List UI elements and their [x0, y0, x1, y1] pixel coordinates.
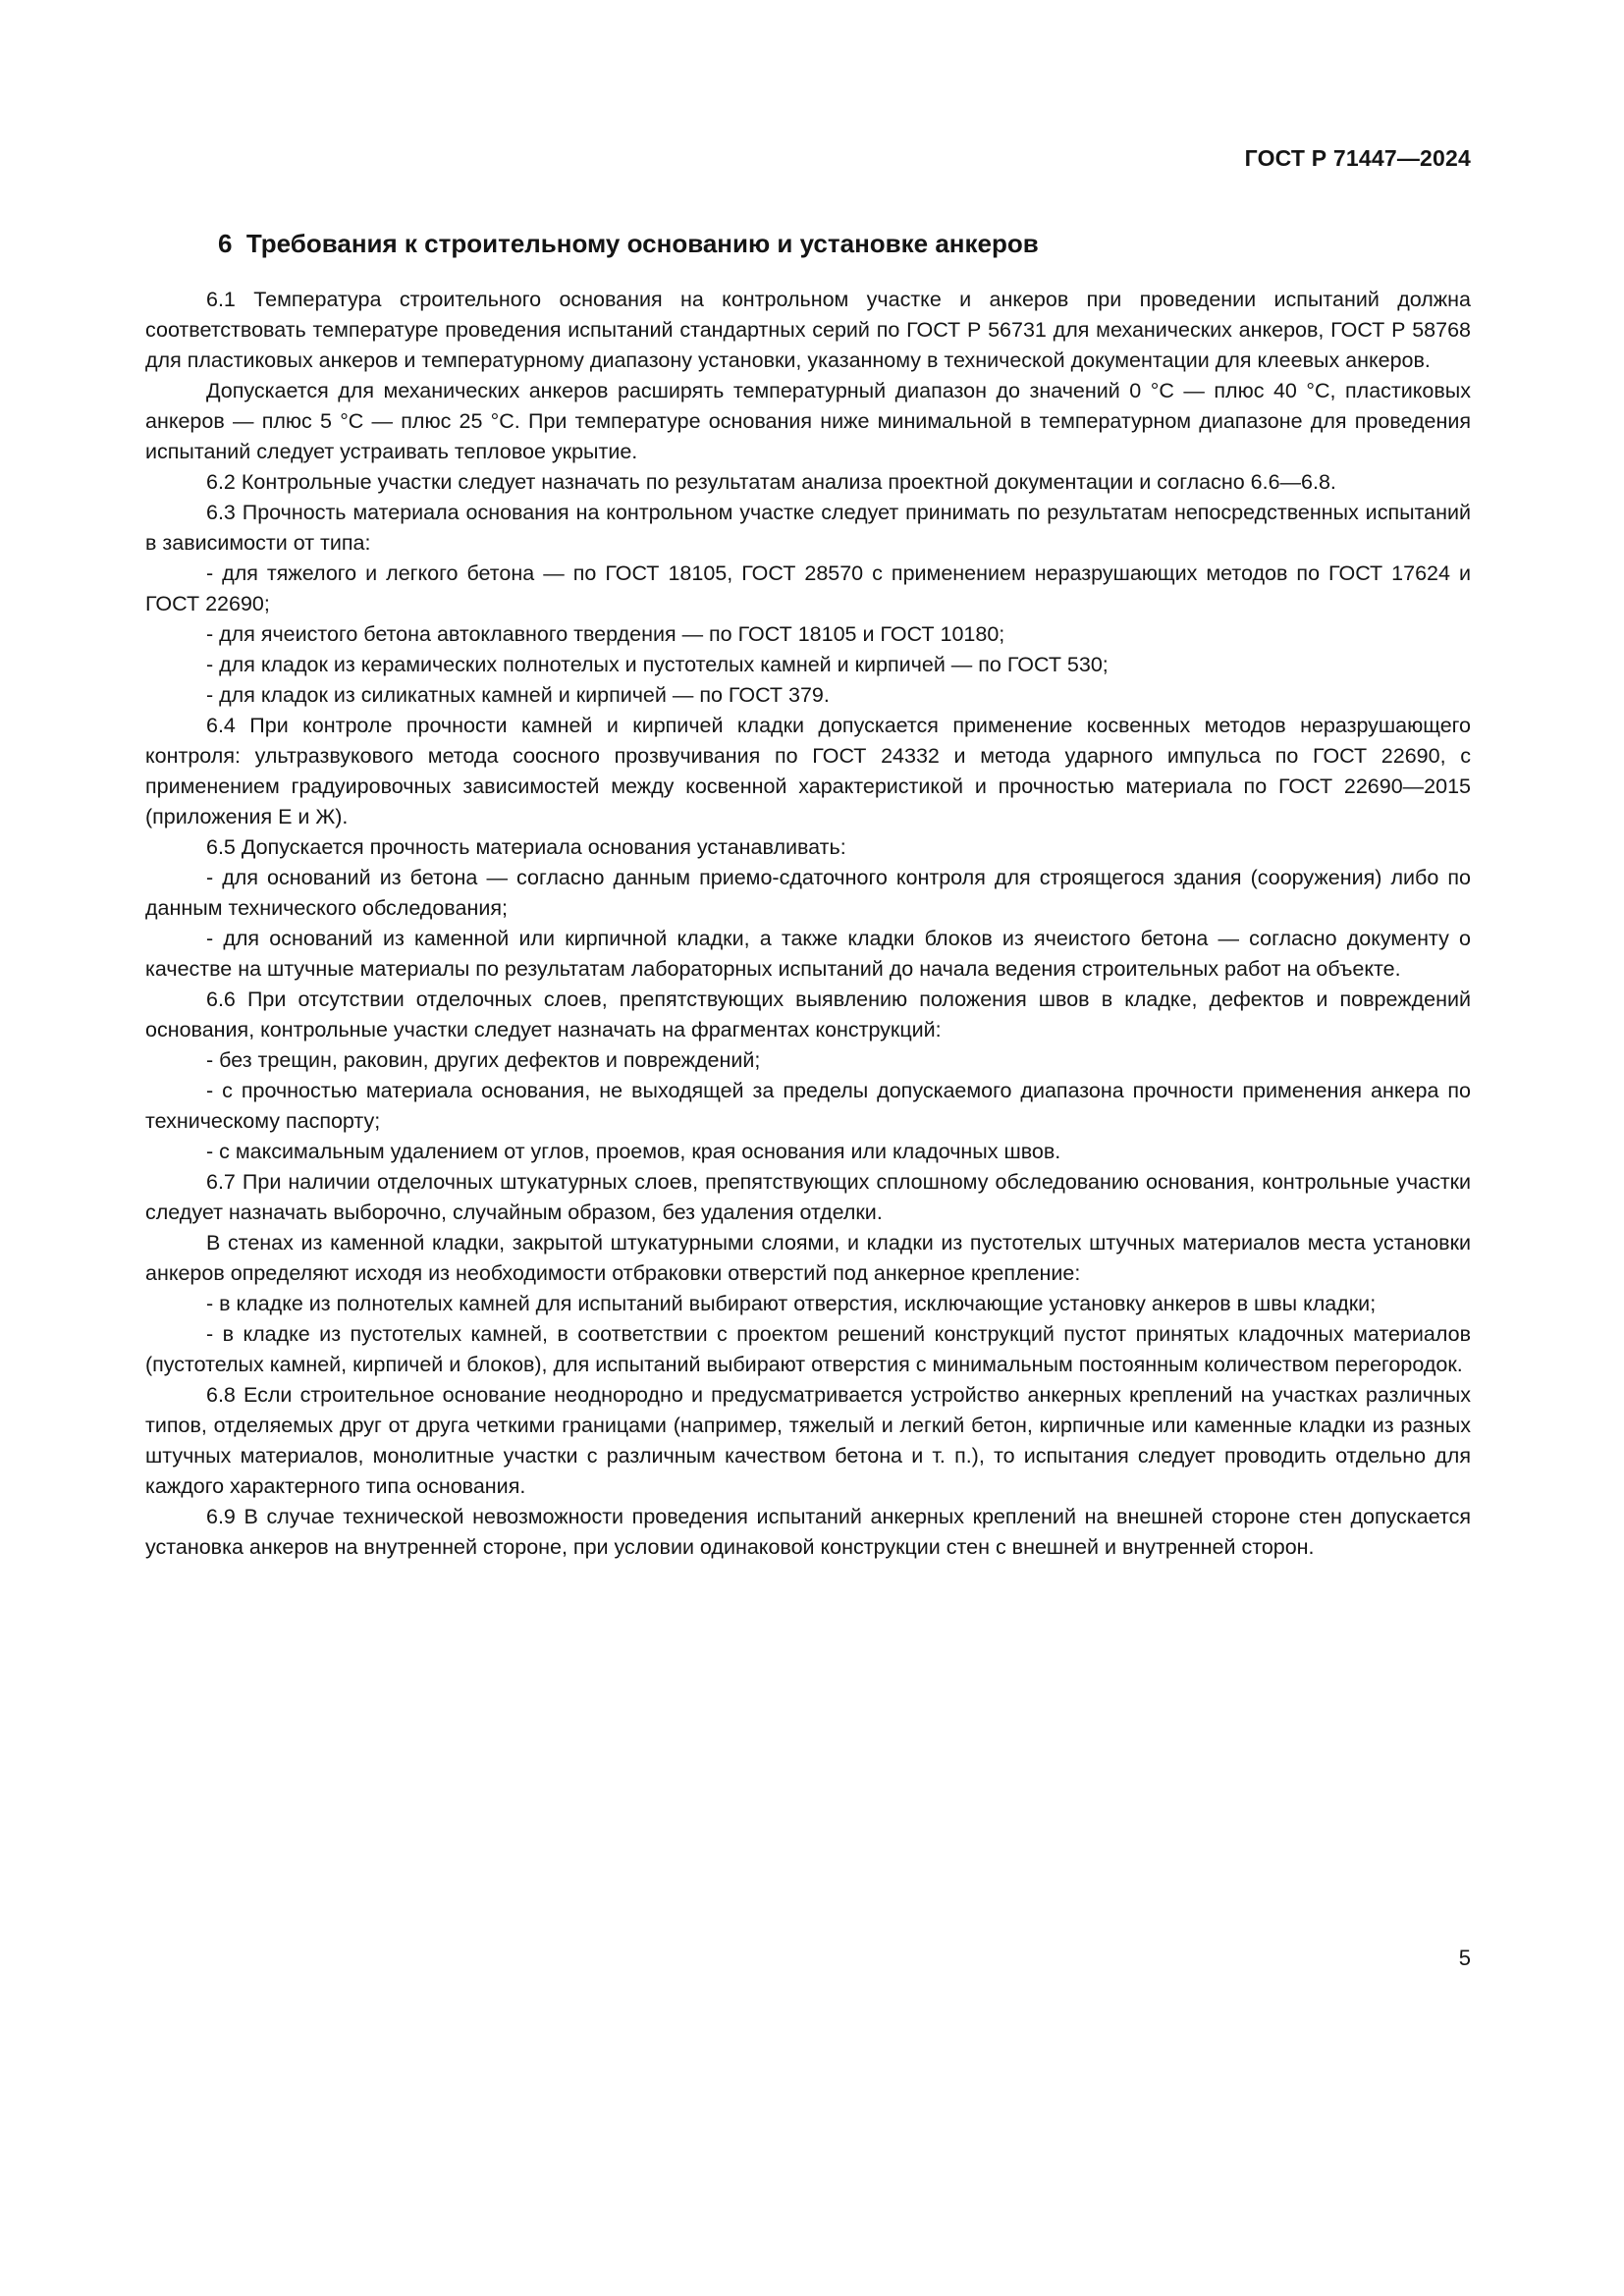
paragraph: 6.8 Если строительное основание неоднородно и предусматривается устройство анкерных креплений на участках различных типов, отделяемых друг от друга четкими границами (например, тяжелый и легкий бетон, кирпичные или каменные кладки из разных штучных материалов, монолитные участки с различным качеством бетона и т. п.), то испытания следует проводить отдельно для каждого характерного типа основания.: [145, 1383, 1471, 1498]
list-item: - для кладок из силикатных камней и кирпичей — по ГОСТ 379.: [206, 683, 830, 707]
list-item: - для оснований из каменной или кирпичной кладки, а также кладки блоков из ячеистого бетона — согласно документу о качестве на штучные материалы по результатам лабораторных испытаний до начала ведения строительных работ на объекте.: [145, 927, 1471, 981]
paragraph: 6.4 При контроле прочности камней и кирпичей кладки допускается применение косвенных методов неразрушающего контроля: ультразвукового метода соосного прозвучивания по ГОСТ 24332 и метода ударного импульса по ГОСТ 22690, с применением градуировочных зависимостей между косвенной характеристикой и прочностью материала по ГОСТ 22690—2015 (приложения Е и Ж).: [145, 714, 1471, 828]
paragraph: 6.6 При отсутствии отделочных слоев, препятствующих выявлению положения швов в кладке, дефектов и повреждений основания, контрольные участки следует назначать на фрагментах конструкций:: [145, 988, 1471, 1041]
list-item: - без трещин, раковин, других дефектов и повреждений;: [206, 1048, 761, 1072]
list-item: - для кладок из керамических полнотелых и пустотелых камней и кирпичей — по ГОСТ 530;: [206, 653, 1109, 676]
paragraph: 6.5 Допускается прочность материала основания устанавливать:: [206, 835, 846, 859]
list-item: - в кладке из полнотелых камней для испытаний выбирают отверстия, исключающие установку анкеров в швы кладки;: [206, 1292, 1377, 1315]
paragraph: 6.3 Прочность материала основания на контрольном участке следует принимать по результатам непосредственных испытаний в зависимости от типа:: [145, 501, 1471, 555]
paragraph: 6.2 Контрольные участки следует назначать по результатам анализа проектной документации и согласно 6.6—6.8.: [206, 470, 1336, 494]
paragraph: В стенах из каменной кладки, закрытой штукатурными слоями, и кладки из пустотелых штучных материалов места установки анкеров определяют исходя из необходимости отбраковки отверстий под анкерное крепление:: [145, 1231, 1471, 1285]
list-item: - с максимальным удалением от углов, проемов, края основания или кладочных швов.: [206, 1140, 1061, 1163]
paragraph: 6.7 При наличии отделочных штукатурных слоев, препятствующих сплошному обследованию основания, контрольные участки следует назначать выборочно, случайным образом, без удаления отделки.: [145, 1170, 1471, 1224]
list-item: - с прочностью материала основания, не выходящей за пределы допускаемого диапазона прочности применения анкера по техническому паспорту;: [145, 1079, 1471, 1133]
paragraph: Допускается для механических анкеров расширять температурный диапазон до значений 0 °С — плюс 40 °С, пластиковых анкеров — плюс 5 °С — плюс 25 °С. При температуре основания ниже минимальной в температурном диапазоне для проведения испытаний следует устраивать тепловое укрытие.: [145, 379, 1471, 463]
page-number: 5: [1458, 1946, 1471, 1970]
paragraph: 6.9 В случае технической невозможности проведения испытаний анкерных креплений на внешней стороне стен допускается установка анкеров на внутренней стороне, при условии одинаковой конструкции стен с внешней и внутренней сторон.: [145, 1505, 1471, 1559]
list-item: - для ячеистого бетона автоклавного твердения — по ГОСТ 18105 и ГОСТ 10180;: [206, 622, 1005, 646]
list-item: - для тяжелого и легкого бетона — по ГОСТ 18105, ГОСТ 28570 с применением неразрушающих методов по ГОСТ 17624 и ГОСТ 22690;: [145, 561, 1471, 615]
section-heading: 6 Требования к строительному основанию и установке анкеров: [218, 229, 1039, 259]
document-body: [145, 285, 1471, 1563]
list-item: - в кладке из пустотелых камней, в соответствии с проектом решений конструкций пустот принятых кладочных материалов (пустотелых камней, кирпичей и блоков), для испытаний выбирают отверстия с минимальным постоянным количеством перегородок.: [145, 1322, 1471, 1376]
doc-code: ГОСТ Р 71447—2024: [1244, 145, 1471, 171]
list-item: - для оснований из бетона — согласно данным приемо-сдаточного контроля для строящегося здания (сооружения) либо по данным технического обследования;: [145, 866, 1471, 920]
paragraph: 6.1 Температура строительного основания на контрольном участке и анкеров при проведении испытаний должна соответствовать температуре проведения испытаний стандартных серий по ГОСТ Р 56731 для механических анкеров, ГОСТ Р 58768 для пластиковых анкеров и температурному диапазону установки, указанному в технической документации для клеевых анкеров.: [145, 288, 1471, 372]
